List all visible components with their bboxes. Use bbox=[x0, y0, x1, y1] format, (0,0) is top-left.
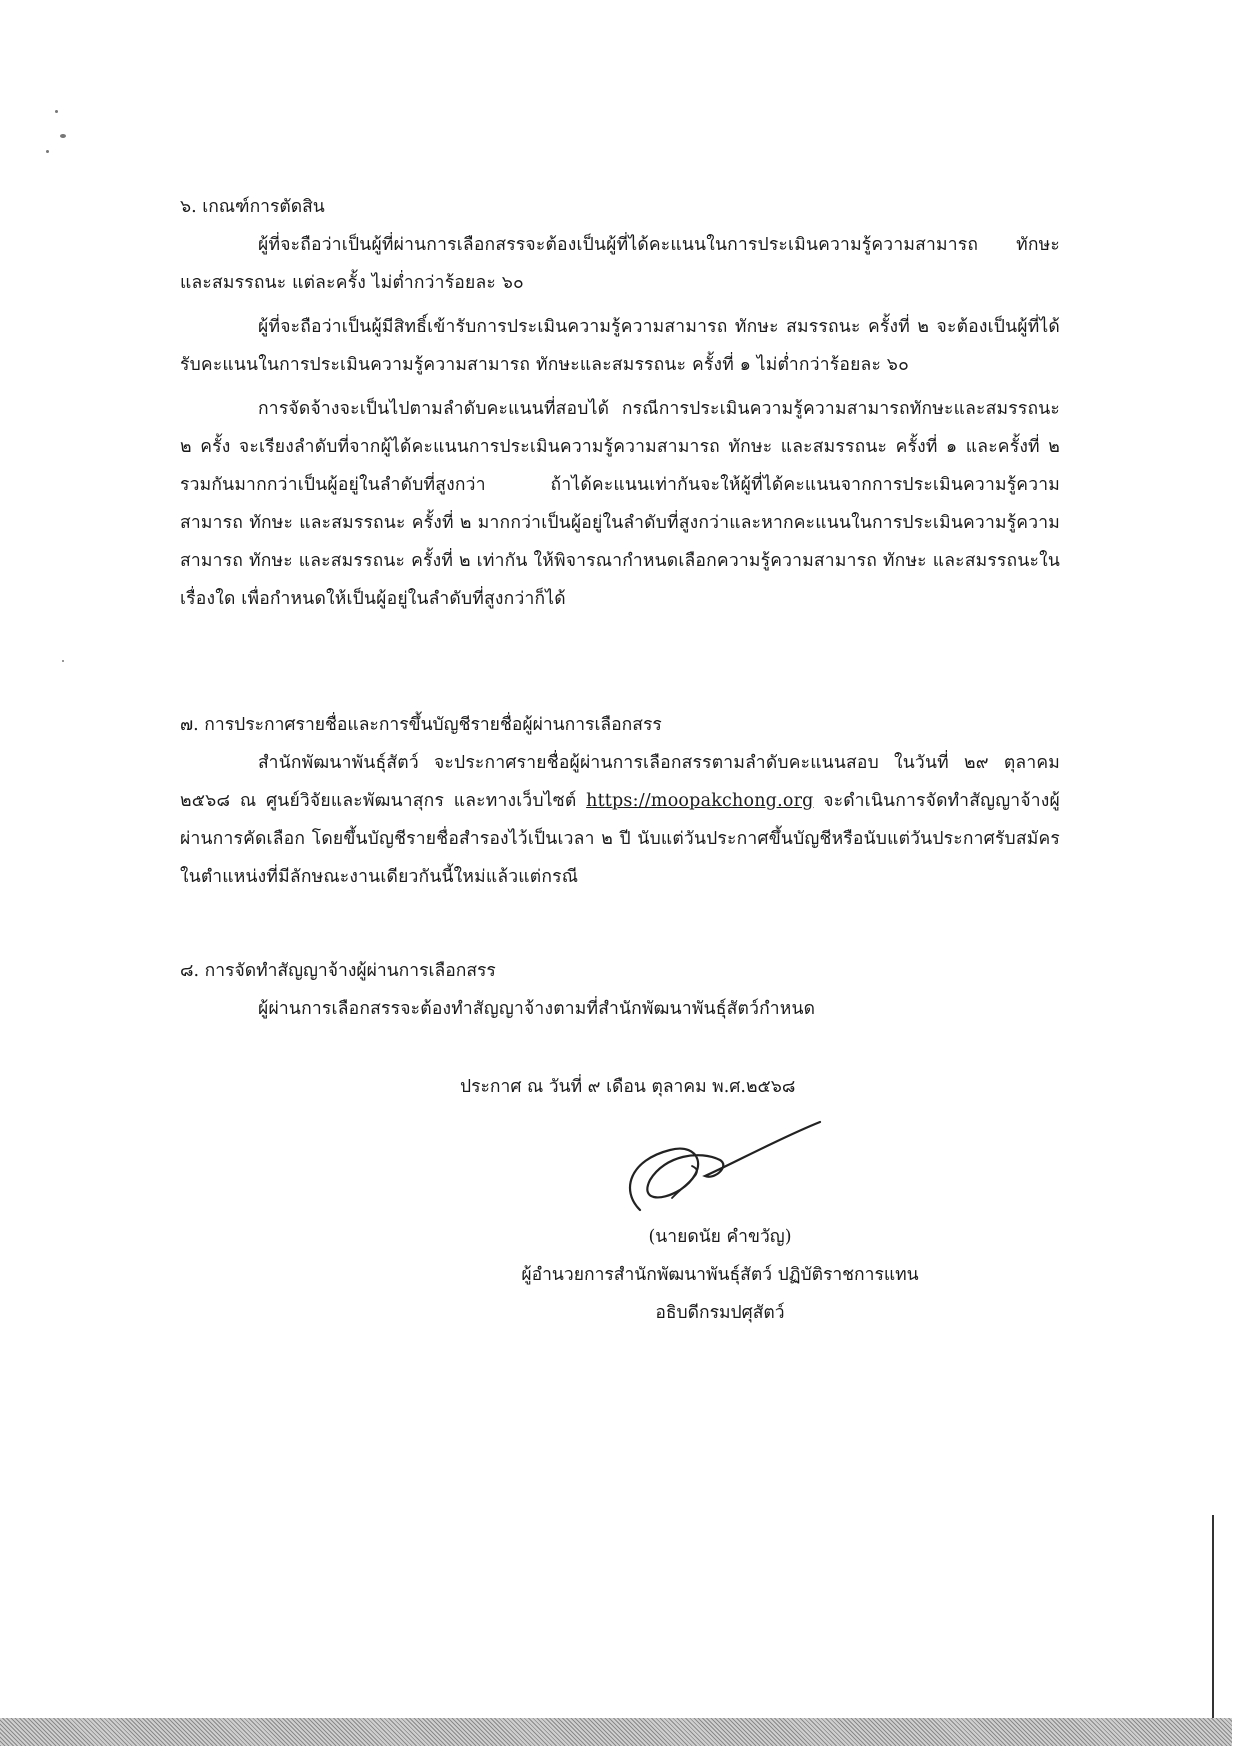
signature bbox=[610, 1110, 830, 1220]
section-6-heading: ๖. เกณฑ์การตัดสิน bbox=[180, 197, 325, 217]
scan-edge-line bbox=[1212, 1515, 1214, 1735]
announcement-date-line: ประกาศ ณ วันที่ ๙ เดือน ตุลาคม พ.ศ.๒๕๖๘ bbox=[460, 1077, 796, 1097]
signatory-name: (นายดนัย คำขวัญ) bbox=[648, 1227, 792, 1247]
section-6-paragraph-1: ผู้ที่จะถือว่าเป็นผู้ที่ผ่านการเลือกสรรจะต้องเป็นผู้ที่ได้คะแนนในการประเมินความรู้ความสามารถ ทักษะ และสมรรถนะ แต่ละครั้ง ไม่ต่ำกว่าร้อยละ ๖๐ bbox=[180, 235, 1060, 293]
section-6-paragraph-2: ผู้ที่จะถือว่าเป็นผู้มีสิทธิ์เข้ารับการประเมินความรู้ความสามารถ ทักษะ สมรรถนะ ครั้งที่ ๒ จะต้องเป็นผู้ที่ได้รับคะแนนในการประเมินความรู้ความสามารถ ทักษะและสมรรถนะ ครั้งที่ ๑ ไม่ต่ำกว่าร้อยละ ๖๐ bbox=[180, 317, 1060, 375]
website-link[interactable]: https://moopakchong.org bbox=[586, 791, 814, 811]
scan-bottom-band bbox=[0, 1718, 1232, 1746]
section-6-body bbox=[180, 226, 1060, 618]
section-7-body bbox=[180, 744, 1060, 896]
section-7-text-after-url: จะดำเนินการจัดทำสัญญาจ้างผู้ผ่านการคัดเลือก โดยขึ้นบัญชีรายชื่อสำรองไว้เป็นเวลา ๒ ปี นับแต่วันประกาศขึ้นบัญชีหรือนับแต่วันประกาศรับสมัครในตำแหน่งที่มีลักษณะงานเดียวกันนี้ใหม่แล้วแต่กรณี bbox=[180, 791, 1061, 887]
signatory-title-line-1: ผู้อำนวยการสำนักพัฒนาพันธุ์สัตว์ ปฏิบัติราชการแทน bbox=[521, 1265, 919, 1285]
section-8-body bbox=[180, 990, 1060, 1028]
signatory-title-line-2: อธิบดีกรมปศุสัตว์ bbox=[655, 1303, 785, 1323]
signatory-block bbox=[440, 1218, 1000, 1332]
section-8-heading: ๘. การจัดทำสัญญาจ้างผู้ผ่านการเลือกสรร bbox=[180, 961, 496, 981]
section-6-paragraph-3: การจัดจ้างจะเป็นไปตามลำดับคะแนนที่สอบได้ กรณีการประเมินความรู้ความสามารถทักษะและสมรรถนะ ๒ ครั้ง จะเรียงลำดับที่จากผู้ได้คะแนนการประเมินความรู้ความสามารถ ทักษะ และสมรรถนะ ครั้งที่ ๑ และครั้งที่ ๒ รวมกันมากกว่าเป็นผู้อยู่ในลำดับที่สูงกว่า ถ้าได้คะแนนเท่ากันจะให้ผู้ที่ได้คะแนนจากการประเมินความรู้ความสามารถ ทักษะ และสมรรถนะ ครั้งที่ ๒ มากกว่าเป็นผู้อยู่ในลำดับที่สูงกว่าและหากคะแนนในการประเมินความรู้ความสามารถ ทักษะ และสมรรถนะ ครั้งที่ ๒ เท่ากัน ให้พิจารณากำหนดเลือกความรู้ความสามารถ ทักษะ และสมรรถนะในเรื่องใด เพื่อกำหนดให้เป็นผู้อยู่ในลำดับที่สูงกว่าก็ได้ bbox=[180, 399, 1060, 609]
section-7-paragraph-1 bbox=[180, 744, 1060, 896]
section-8-paragraph-1: ผู้ผ่านการเลือกสรรจะต้องทำสัญญาจ้างตามที่สำนักพัฒนาพันธุ์สัตว์กำหนด bbox=[258, 999, 816, 1019]
section-7-text-before-url: สำนักพัฒนาพันธุ์สัตว์ จะประกาศรายชื่อผู้ผ่านการเลือกสรรตามลำดับคะแนนสอบ ในวันที่ ๒๙ ตุลาคม ๒๕๖๘ ณ ศูนย์วิจัยและพัฒนาสุกร และทางเว็บไซต์ bbox=[180, 753, 1060, 811]
section-7-heading: ๗. การประกาศรายชื่อและการขึ้นบัญชีรายชื่อผู้ผ่านการเลือกสรร bbox=[180, 715, 662, 735]
